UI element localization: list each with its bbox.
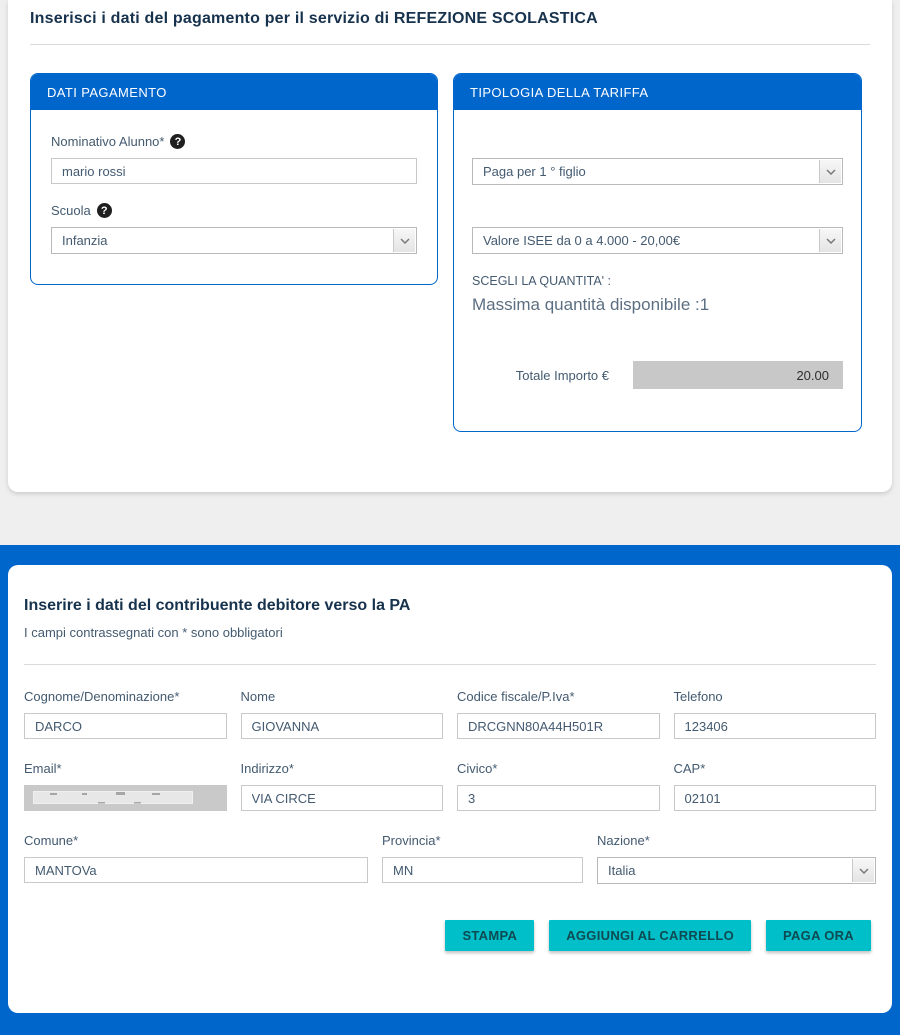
codice-fiscale-field <box>457 689 660 739</box>
comune-field <box>24 833 368 884</box>
indirizzo-label: Indirizzo* <box>240 761 294 776</box>
isee-select[interactable] <box>472 227 843 254</box>
help-icon[interactable]: ? <box>170 134 185 149</box>
action-buttons-row <box>24 920 876 951</box>
nominativo-label-row <box>51 134 417 149</box>
provincia-input[interactable] <box>382 857 583 883</box>
telefono-field <box>674 689 877 739</box>
total-label: Totale Importo € <box>515 367 609 383</box>
comune-input[interactable] <box>24 857 368 883</box>
help-icon[interactable]: ? <box>97 203 112 218</box>
paga-ora-button[interactable]: PAGA ORA <box>766 920 871 951</box>
civico-input[interactable] <box>457 785 660 811</box>
tariff-panel-header: TIPOLOGIA DELLA TARIFFA <box>454 74 861 110</box>
tariff-panel-body <box>454 158 861 431</box>
nome-field <box>241 689 444 739</box>
cognome-field <box>24 689 227 739</box>
tariff-panel <box>453 73 862 432</box>
telefono-input[interactable] <box>674 713 877 739</box>
email-input-disabled <box>24 785 227 811</box>
email-label: Email* <box>24 761 62 776</box>
cognome-input[interactable] <box>24 713 227 739</box>
provincia-field <box>382 833 583 884</box>
cap-field <box>674 761 877 811</box>
cap-label: CAP* <box>673 761 706 776</box>
debtor-title: Inserire i dati del contribuente debitore verso la PA <box>24 597 411 614</box>
scuola-select-value: Infanzia <box>62 233 108 248</box>
provincia-label: Provincia* <box>382 833 441 848</box>
aggiungi-al-carrello-button[interactable]: AGGIUNGI AL CARRELLO <box>549 920 751 951</box>
nazione-select-value: Italia <box>608 863 636 878</box>
payment-panel-header: DATI PAGAMENTO <box>31 74 437 110</box>
total-row <box>472 361 843 389</box>
scuola-select[interactable] <box>51 227 417 254</box>
cap-input[interactable] <box>674 785 877 811</box>
civico-label: Civico* <box>457 761 498 776</box>
payment-panel-body <box>31 110 437 284</box>
scuola-label-row <box>51 203 417 218</box>
email-field <box>24 761 227 811</box>
nome-input[interactable] <box>241 713 444 739</box>
payment-panel <box>30 73 438 285</box>
codice-fiscale-label: Codice fiscale/P.Iva* <box>457 689 575 704</box>
page-title: Inserisci i dati del pagamento per il servizio di REFEZIONE SCOLASTICA <box>30 10 598 27</box>
title-divider <box>30 44 870 45</box>
isee-select-value: Valore ISEE da 0 a 4.000 - 20,00€ <box>483 233 681 248</box>
panels-row <box>30 73 870 432</box>
civico-field <box>457 761 660 811</box>
comune-label: Comune* <box>24 833 79 848</box>
scuola-label: Scuola <box>51 203 91 218</box>
cognome-label: Cognome/Denominazione* <box>24 689 180 704</box>
debtor-form-grid <box>24 689 876 811</box>
indirizzo-field <box>241 761 444 811</box>
email-redaction-overlay <box>33 791 193 804</box>
quantity-label: SCEGLI LA QUANTITA' : <box>472 274 611 288</box>
stampa-button[interactable]: STAMPA <box>445 920 534 951</box>
nominativo-input[interactable] <box>51 158 417 184</box>
debtor-section-band <box>0 545 900 1035</box>
nazione-select[interactable] <box>597 857 876 884</box>
telefono-label: Telefono <box>673 689 723 704</box>
chevron-down-icon <box>852 859 874 882</box>
total-amount-field: 20.00 <box>633 361 843 389</box>
chevron-down-icon <box>819 229 841 252</box>
payment-data-card <box>8 0 892 492</box>
debtor-divider <box>24 664 876 665</box>
chevron-down-icon <box>819 160 841 183</box>
nome-label: Nome <box>240 689 276 704</box>
figlio-select[interactable] <box>472 158 843 185</box>
figlio-select-value: Paga per 1 ° figlio <box>483 164 586 179</box>
debtor-card <box>8 565 892 1013</box>
max-quantity-text: Massima quantità disponibile :1 <box>472 295 710 314</box>
nazione-label: Nazione* <box>597 833 650 848</box>
indirizzo-input[interactable] <box>241 785 444 811</box>
debtor-form-row3 <box>24 833 876 884</box>
chevron-down-icon <box>393 229 415 252</box>
debtor-subtitle: I campi contrassegnati con * sono obbligatori <box>24 625 283 640</box>
nazione-field <box>597 833 876 884</box>
nominativo-label: Nominativo Alunno* <box>51 134 165 149</box>
codice-fiscale-input[interactable] <box>457 713 660 739</box>
